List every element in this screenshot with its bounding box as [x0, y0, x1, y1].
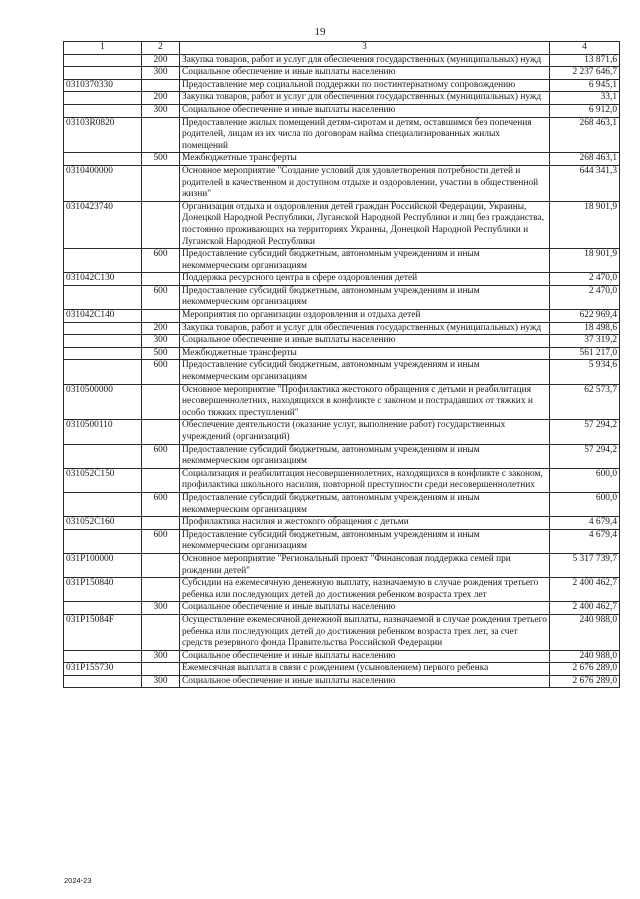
expense-type-cell — [142, 273, 180, 286]
code-cell: 0310500110 — [64, 420, 142, 444]
expense-type-cell: 300 — [142, 675, 180, 688]
amount-cell: 2 676 289,0 — [550, 663, 620, 676]
table-row — [64, 310, 620, 323]
table-row — [64, 201, 620, 248]
expense-type-cell — [142, 578, 180, 602]
code-cell — [64, 347, 142, 360]
amount-cell: 18 901,9 — [550, 249, 620, 273]
amount-cell: 4 679,4 — [550, 529, 620, 553]
table-row — [64, 614, 620, 650]
amount-cell: 268 463,1 — [550, 117, 620, 153]
code-cell: 031052С160 — [64, 517, 142, 530]
description-cell: Предоставление субсидий бюджетным, автономным учреждениям и иным некоммерческим организациям — [180, 285, 550, 309]
description-cell: Основное мероприятие "Профилактика жестокого обращения с детьми и реабилитация несовершеннолетних, находящихся в конфликте с законом и пострадавших от тяжких и особо тяжких преступлений" — [180, 384, 550, 420]
column-header-3: 3 — [180, 42, 550, 55]
expense-type-cell — [142, 384, 180, 420]
expense-type-cell: 600 — [142, 249, 180, 273]
code-cell: 031Р100000 — [64, 553, 142, 577]
description-cell: Закупка товаров, работ и услуг для обеспечения государственных (муниципальных) нужд — [180, 92, 550, 105]
code-cell — [64, 360, 142, 384]
description-cell: Социальное обеспечение и иные выплаты населению — [180, 675, 550, 688]
amount-cell: 2 470,0 — [550, 273, 620, 286]
description-cell: Межбюджетные трансферты — [180, 347, 550, 360]
code-cell: 031Р150840 — [64, 578, 142, 602]
amount-cell: 33,1 — [550, 92, 620, 105]
expense-type-cell — [142, 614, 180, 650]
code-cell: 0310370330 — [64, 79, 142, 92]
expense-type-cell: 200 — [142, 322, 180, 335]
code-cell — [64, 322, 142, 335]
table-row — [64, 249, 620, 273]
expense-type-cell: 300 — [142, 67, 180, 80]
expense-type-cell: 600 — [142, 529, 180, 553]
description-cell: Закупка товаров, работ и услуг для обеспечения государственных (муниципальных) нужд — [180, 54, 550, 67]
code-cell — [64, 92, 142, 105]
amount-cell: 240 988,0 — [550, 614, 620, 650]
description-cell: Межбюджетные трансферты — [180, 153, 550, 166]
table-row — [64, 335, 620, 348]
table-row — [64, 347, 620, 360]
page-number: 19 — [314, 26, 326, 38]
description-cell: Предоставление мер социальной поддержки по постинтернатному сопровождению — [180, 79, 550, 92]
table-row — [64, 153, 620, 166]
description-cell: Социальное обеспечение и иные выплаты населению — [180, 650, 550, 663]
expense-type-cell: 300 — [142, 335, 180, 348]
code-cell: 0310400000 — [64, 165, 142, 201]
amount-cell: 37 319,2 — [550, 335, 620, 348]
amount-cell: 600,0 — [550, 492, 620, 516]
expense-type-cell: 300 — [142, 650, 180, 663]
code-cell: 031052С150 — [64, 468, 142, 492]
expense-type-cell: 200 — [142, 54, 180, 67]
column-header-4: 4 — [550, 42, 620, 55]
code-cell — [64, 492, 142, 516]
code-cell: 031042С130 — [64, 273, 142, 286]
amount-cell: 561 217,0 — [550, 347, 620, 360]
expense-type-cell — [142, 468, 180, 492]
expense-type-cell — [142, 553, 180, 577]
description-cell: Предоставление субсидий бюджетным, автономным учреждениям и иным некоммерческим организациям — [180, 492, 550, 516]
description-cell: Профилактика насилия и жестокого обращения с детьми — [180, 517, 550, 530]
code-cell: 031Р155730 — [64, 663, 142, 676]
code-cell: 0310500000 — [64, 384, 142, 420]
expense-type-cell: 600 — [142, 285, 180, 309]
amount-cell: 5 317 739,7 — [550, 553, 620, 577]
expense-type-cell — [142, 663, 180, 676]
expense-type-cell: 600 — [142, 444, 180, 468]
amount-cell: 622 969,4 — [550, 310, 620, 323]
description-cell: Основное мероприятие "Региональный проект "Финансовая поддержка семей при рождении детей" — [180, 553, 550, 577]
description-cell: Социальное обеспечение и иные выплаты населению — [180, 602, 550, 615]
table-row — [64, 650, 620, 663]
table-row — [64, 675, 620, 688]
expense-type-cell — [142, 517, 180, 530]
table-body — [64, 54, 620, 688]
expense-type-cell: 300 — [142, 602, 180, 615]
expense-type-cell — [142, 201, 180, 248]
code-cell — [64, 249, 142, 273]
table-row — [64, 492, 620, 516]
expense-type-cell — [142, 117, 180, 153]
table-row — [64, 54, 620, 67]
description-cell: Мероприятия по организации оздоровления и отдыха детей — [180, 310, 550, 323]
amount-cell: 644 341,3 — [550, 165, 620, 201]
table-row — [64, 322, 620, 335]
table-row — [64, 517, 620, 530]
amount-cell: 13 871,6 — [550, 54, 620, 67]
code-cell — [64, 104, 142, 117]
table-row — [64, 384, 620, 420]
code-cell — [64, 285, 142, 309]
amount-cell: 18 901,9 — [550, 201, 620, 248]
table-row — [64, 602, 620, 615]
description-cell: Социализация и реабилитация несовершеннолетних, находящихся в конфликте с законом, профилактика школьного насилия, повторной преступности среди несовершеннолетних — [180, 468, 550, 492]
description-cell: Закупка товаров, работ и услуг для обеспечения государственных (муниципальных) нужд — [180, 322, 550, 335]
code-cell: 031042С140 — [64, 310, 142, 323]
description-cell: Ежемесячная выплата в связи с рождением (усыновлением) первого ребенка — [180, 663, 550, 676]
code-cell — [64, 529, 142, 553]
description-cell: Предоставление субсидий бюджетным, автономным учреждениям и иным некоммерческим организациям — [180, 360, 550, 384]
table-row — [64, 165, 620, 201]
table-row — [64, 273, 620, 286]
table-row — [64, 92, 620, 105]
code-cell: 03103R0820 — [64, 117, 142, 153]
amount-cell: 2 237 646,7 — [550, 67, 620, 80]
amount-cell: 57 294,2 — [550, 420, 620, 444]
table-row — [64, 117, 620, 153]
document-footer-code: 2024-23 — [64, 876, 92, 885]
table-row — [64, 663, 620, 676]
amount-cell: 5 934,6 — [550, 360, 620, 384]
code-cell — [64, 602, 142, 615]
amount-cell: 600,0 — [550, 468, 620, 492]
code-cell: 0310423740 — [64, 201, 142, 248]
description-cell: Предоставление субсидий бюджетным, автономным учреждениям и иным некоммерческим организациям — [180, 529, 550, 553]
expense-type-cell: 600 — [142, 492, 180, 516]
table-row — [64, 553, 620, 577]
amount-cell: 6 912,0 — [550, 104, 620, 117]
table-row — [64, 104, 620, 117]
code-cell — [64, 54, 142, 67]
expense-type-cell — [142, 79, 180, 92]
expense-type-cell — [142, 165, 180, 201]
amount-cell: 4 679,4 — [550, 517, 620, 530]
amount-cell: 2 676 289,0 — [550, 675, 620, 688]
table-row — [64, 529, 620, 553]
code-cell — [64, 650, 142, 663]
code-cell — [64, 153, 142, 166]
table-header-row — [64, 42, 620, 55]
expense-type-cell: 500 — [142, 153, 180, 166]
table-row — [64, 360, 620, 384]
table-row — [64, 420, 620, 444]
table-row — [64, 67, 620, 80]
expense-type-cell: 200 — [142, 92, 180, 105]
description-cell: Предоставление субсидий бюджетным, автономным учреждениям и иным некоммерческим организациям — [180, 444, 550, 468]
description-cell: Социальное обеспечение и иные выплаты населению — [180, 67, 550, 80]
amount-cell: 2 400 462,7 — [550, 602, 620, 615]
description-cell: Осуществление ежемесячной денежной выплаты, назначаемой в случае рождения третьего ребенка или последующих детей до достижения ребенком возраста трех лет, за счет средств резервного фонда Правительства Российской Федерации — [180, 614, 550, 650]
amount-cell: 6 945,1 — [550, 79, 620, 92]
description-cell: Поддержка ресурсного центра в сфере оздоровления детей — [180, 273, 550, 286]
budget-table — [63, 41, 620, 688]
description-cell: Обеспечение деятельности (оказание услуг, выполнение работ) государственных учреждений (организаций) — [180, 420, 550, 444]
column-header-2: 2 — [142, 42, 180, 55]
code-cell — [64, 335, 142, 348]
expense-type-cell: 600 — [142, 360, 180, 384]
expense-type-cell: 300 — [142, 104, 180, 117]
amount-cell: 240 988,0 — [550, 650, 620, 663]
code-cell — [64, 67, 142, 80]
column-header-1: 1 — [64, 42, 142, 55]
amount-cell: 2 470,0 — [550, 285, 620, 309]
amount-cell: 268 463,1 — [550, 153, 620, 166]
table-row — [64, 578, 620, 602]
amount-cell: 62 573,7 — [550, 384, 620, 420]
amount-cell: 18 498,6 — [550, 322, 620, 335]
description-cell: Субсидии на ежемесячную денежную выплату, назначаемую в случае рождения третьего ребенка или последующих детей до достижения ребенком возраста трех лет — [180, 578, 550, 602]
expense-type-cell — [142, 420, 180, 444]
code-cell — [64, 444, 142, 468]
code-cell — [64, 675, 142, 688]
expense-type-cell — [142, 310, 180, 323]
table-row — [64, 468, 620, 492]
description-cell: Организация отдыха и оздоровления детей граждан Российской Федерации, Украины, Донецкой Народной Республики, Луганской Народной Республики и лиц без гражданства, постоянно проживающих на территориях Украины, Донецкой Народной Республики и Луганской Народной Республики — [180, 201, 550, 248]
table-row — [64, 285, 620, 309]
amount-cell: 2 400 462,7 — [550, 578, 620, 602]
description-cell: Социальное обеспечение и иные выплаты населению — [180, 335, 550, 348]
description-cell: Предоставление жилых помещений детям-сиротам и детям, оставшимся без попечения родителей, лицам из их числа по договорам найма специализированных жилых помещений — [180, 117, 550, 153]
code-cell: 031Р15084F — [64, 614, 142, 650]
description-cell: Предоставление субсидий бюджетным, автономным учреждениям и иным некоммерческим организациям — [180, 249, 550, 273]
expense-type-cell: 500 — [142, 347, 180, 360]
table-row — [64, 444, 620, 468]
table-row — [64, 79, 620, 92]
amount-cell: 57 294,2 — [550, 444, 620, 468]
description-cell: Основное мероприятие "Создание условий для удовлетворения потребности детей и родителей в качественном и доступном отдыхе и оздоровлении, участии в общественной жизни" — [180, 165, 550, 201]
description-cell: Социальное обеспечение и иные выплаты населению — [180, 104, 550, 117]
